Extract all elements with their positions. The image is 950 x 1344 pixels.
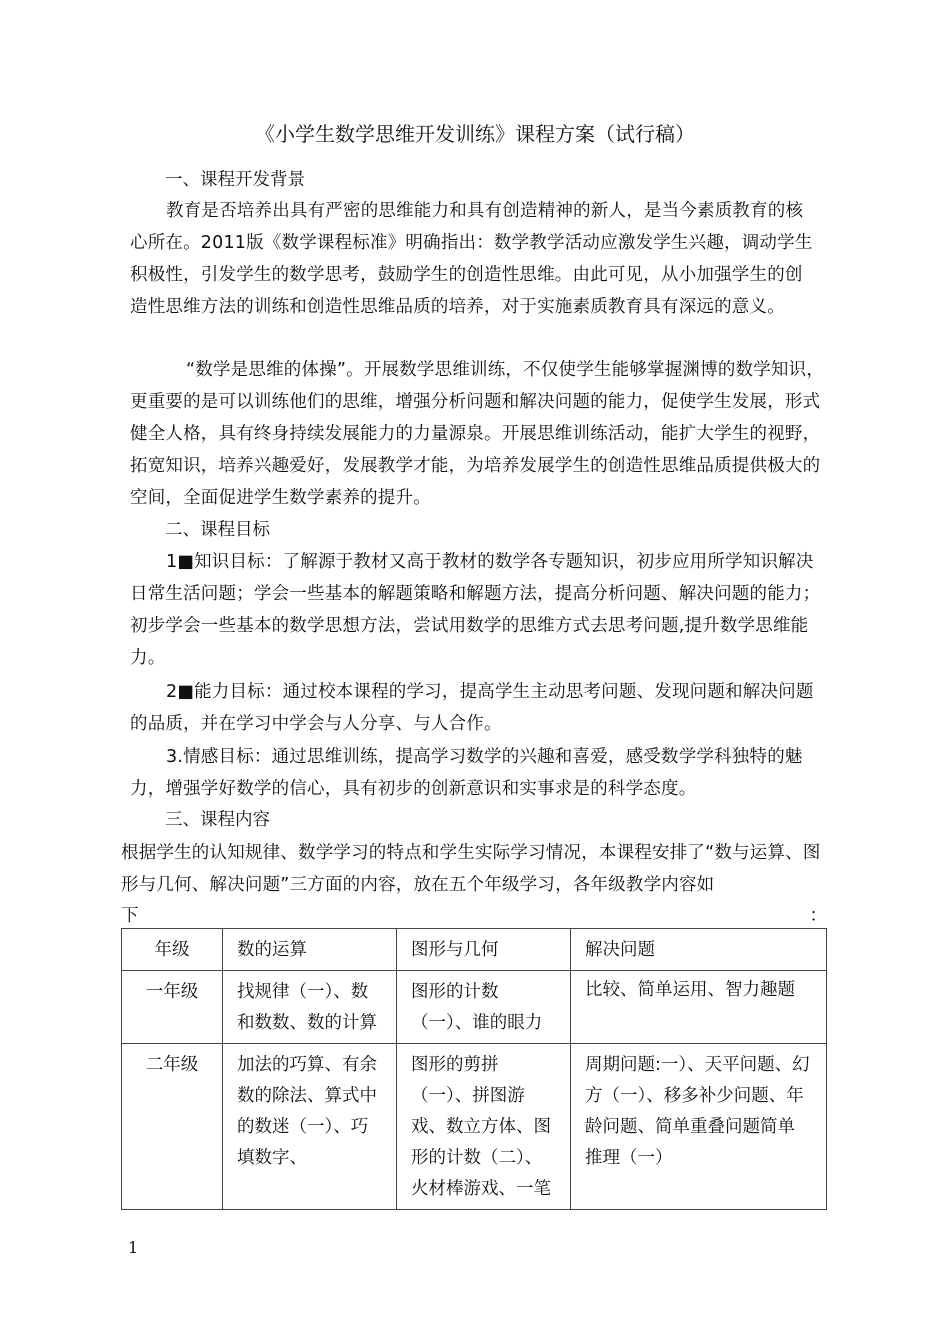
table-header-row (122, 929, 827, 971)
table-row (122, 1044, 827, 1210)
goal-knowledge: 1■知识目标：了解源于教材又高于教材的数学各专题知识，初步应用所学知识解决日常生活问题；学会一些基本的解题策略和解题方法，提高分析问题、解决问题的能力；初步学会一些基本的数学思想方法，尝试用数学的思维方式去思考问题,提升数学思维能力。 (130, 552, 821, 668)
table-cell (397, 971, 571, 1044)
goal-ability: 2■能力目标：通过校本课程的学习，提高学生主动思考问题、发现问题和解决问题的品质，并在学习中学会与人分享、与人合作。 (130, 682, 814, 734)
content-last-line-colon: ： (809, 906, 827, 926)
table-header-cell: 年级 (122, 929, 223, 971)
table-cell-grade: 一年级 (122, 971, 223, 1044)
content-paragraph-last-line (121, 905, 827, 927)
table-cell (571, 1044, 827, 1210)
table-cell (397, 1044, 571, 1210)
table-cell (223, 971, 397, 1044)
background-paragraph-1: 教育是否培养出具有严密的思维能力和具有创造精神的新人，是当今素质教育的核心所在。2011版《数学课程标准》明确指出：数学教学活动应激发学生兴趣，调动学生积极性，引发学生的数学思考，鼓励学生的创造性思维。由此可见，从小加强学生的创造性思维方法的训练和创造性思维品质的培养，对于实施素质教育具有深远的意义。 (130, 201, 813, 317)
section-heading-background: 一、课程开发背景 (165, 170, 305, 190)
table-cell-text: 图形的计数（一）、谁的眼力 (411, 982, 543, 1033)
table-cell-text: 比较、简单运用、智力趣题 (585, 980, 795, 1000)
table-cell-text: 周期问题:一）、天平问题、幻方（一）、移多补少问题、年龄问题、简单重叠问题简单推理（一） (585, 1055, 810, 1168)
document-title: 《小学生数学思维开发训练》课程方案（试行稿） (255, 122, 695, 146)
content-paragraph: 根据学生的认知规律、数学学习的特点和学生实际学习情况，本课程安排了“数与运算、图形与几何、解决问题”三方面的内容，放在五个年级学习，各年级教学内容如 (121, 843, 821, 895)
table-row (122, 971, 827, 1044)
table-cell-text: 图形的剪拼（一）、拼图游戏、数立方体、图形的计数（二）、火材棒游戏、一笔 (411, 1055, 551, 1199)
section-heading-content: 三、课程内容 (165, 810, 270, 830)
table-cell-grade: 二年级 (122, 1044, 223, 1210)
page-number: 1 (128, 1238, 139, 1257)
table-header-cell: 数的运算 (223, 929, 397, 971)
background-paragraph-2: “数学是思维的体操”。开展数学思维训练，不仅使学生能够掌握渊博的数学知识，更重要的是可以训练他们的思维，增强分析问题和解决问题的能力，促使学生发展，形式健全人格，具有终身持续发展能力的力量源泉。开展思维训练活动，能扩大学生的视野，拓宽知识，培养兴趣爱好，发展教学才能，为培养发展学生的创造性思维品质提供极大的空间，全面促进学生数学素养的提升。 (130, 360, 825, 508)
table-cell-text: 加法的巧算、有余数的除法、算式中的数迷（一）、巧填数字、 (237, 1055, 377, 1168)
table-cell-text: 找规律（一）、数和数数、数的计算 (237, 982, 377, 1033)
section-heading-goals: 二、课程目标 (165, 520, 270, 540)
goal-emotion: 3.情感目标：通过思维训练，提高学习数学的兴趣和喜爱，感受数学学科独特的魅力，增强学好数学的信心，具有初步的创新意识和实事求是的科学态度。 (130, 747, 803, 799)
table-header-cell: 解决问题 (571, 929, 827, 971)
table-cell (223, 1044, 397, 1210)
grade-content-table (121, 928, 827, 1210)
table-header-cell: 图形与几何 (397, 929, 571, 971)
content-last-line-left: 下 (121, 906, 139, 926)
table-cell (571, 971, 827, 1044)
